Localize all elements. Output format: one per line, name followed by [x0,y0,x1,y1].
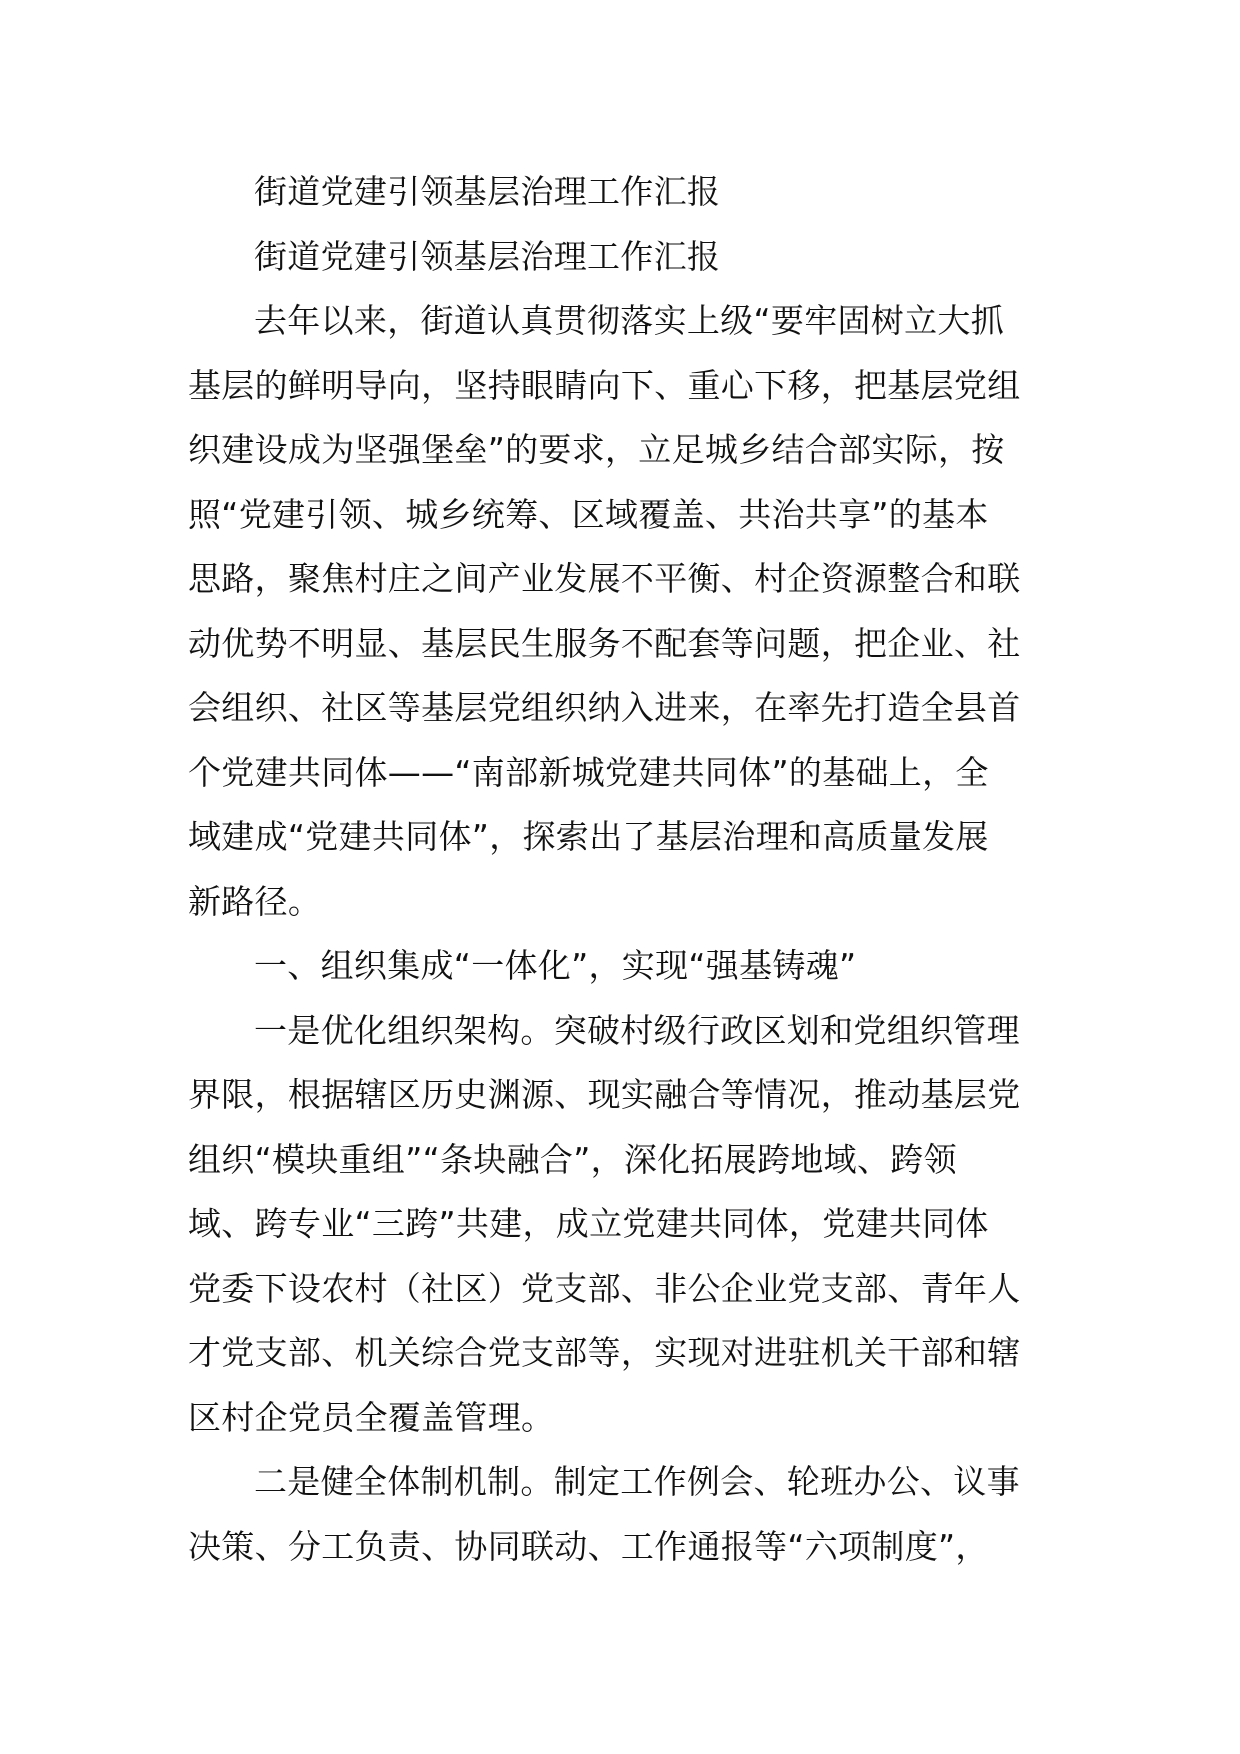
paragraph-mechanism [188,1450,1052,1579]
section-heading [188,934,1052,999]
paragraph-line: 界限，根据辖区历史渊源、现实融合等情况，推动基层党 [188,1075,1021,1114]
paragraph-line: 域、跨专业“三跨”共建，成立党建共同体，党建共同体 [188,1204,989,1243]
paragraph-line: 照“党建引领、城乡统筹、区域覆盖、共治共享”的基本 [188,494,989,534]
paragraph-line: 基层的鲜明导向，坚持眼睛向下、重心下移，把基层党组 [188,365,1021,405]
paragraph-line: 一是优化组织架构。突破村级行政区划和党组织管理 [254,1010,1020,1050]
document-body [188,160,1052,1579]
paragraph-line: 会组织、社区等基层党组织纳入进来，在率先打造全县首 [188,688,1021,727]
paragraph-structure [188,999,1052,1451]
paragraph-intro [188,289,1052,934]
paragraph-line: 二是健全体制机制。制定工作例会、轮班办公、议事 [254,1462,1020,1501]
paragraph-line: 组织“模块重组”“条块融合”，深化拓展跨地域、跨领 [188,1139,957,1179]
paragraph-line: 域建成“党建共同体”，探索出了基层治理和高质量发展 [188,817,989,856]
paragraph-line: 思路，聚焦村庄之间产业发展不平衡、村企资源整合和联 [188,559,1021,598]
paragraph-line: 动优势不明显、基层民生服务不配套等问题，把企业、社 [188,623,1021,663]
paragraph-line: 去年以来，街道认真贯彻落实上级“要牢固树立大抓 [254,301,1004,340]
paragraph-line: 个党建共同体——“南部新城党建共同体”的基础上，全 [188,752,989,792]
document-subtitle: 街道党建引领基层治理工作汇报 [254,236,721,276]
paragraph-line: 党委下设农村（社区）党支部、非公企业党支部、青年人 [188,1268,1021,1308]
paragraph-line: 织建设成为坚强堡垒”的要求，立足城乡结合部实际，按 [188,430,1005,469]
document-title: 街道党建引领基层治理工作汇报 [254,172,721,211]
paragraph-line: 才党支部、机关综合党支部等，实现对进驻机关干部和辖 [188,1333,1021,1372]
paragraph-line: 区村企党员全覆盖管理。 [188,1397,555,1437]
section-heading-text: 一、组织集成“一体化”，实现“强基铸魂” [254,946,857,985]
paragraph-line: 决策、分工负责、协同联动、工作通报等“六项制度”， [188,1526,989,1566]
paragraph-line: 新路径。 [188,881,322,921]
